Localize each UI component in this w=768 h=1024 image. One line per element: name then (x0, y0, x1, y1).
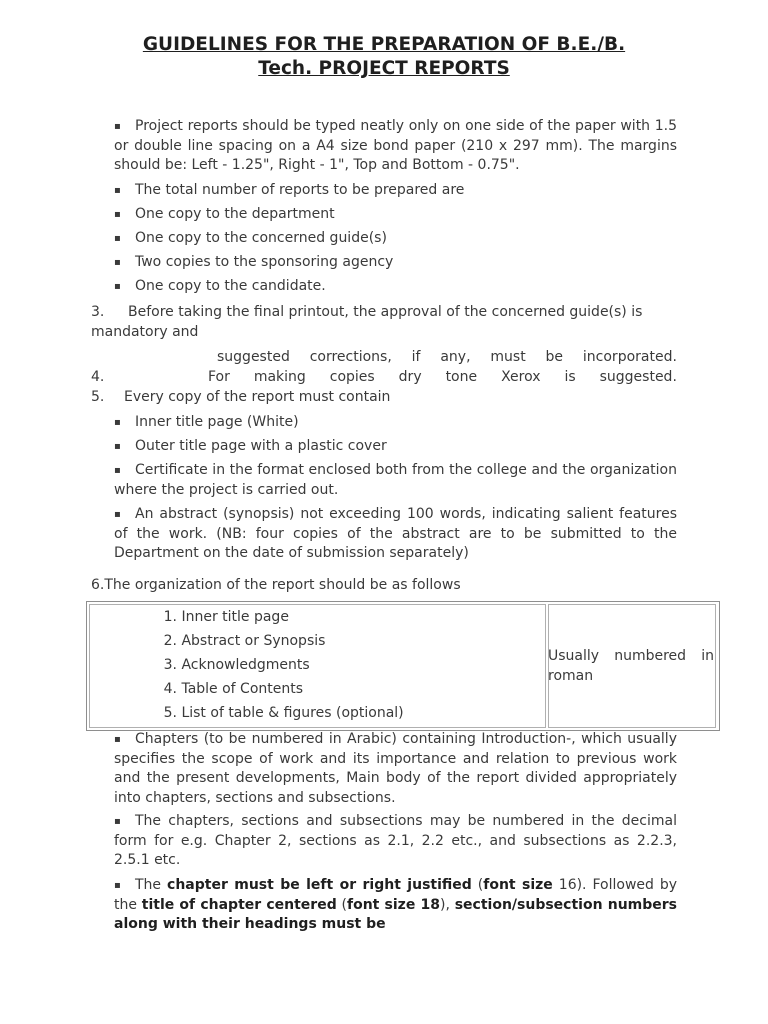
bullet-icon: ▪ (114, 441, 121, 452)
list-item: 5. List of table & figures (optional) (163, 705, 404, 721)
list-item: ▪ Inner title page (White) (114, 413, 677, 433)
item-5: 5. Every copy of the report must contain (91, 389, 391, 405)
bullet-icon: ▪ (114, 209, 121, 220)
bullet-icon: ▪ (114, 465, 121, 476)
list-item: 1. Inner title page (163, 609, 289, 625)
bullet-icon: ▪ (114, 233, 121, 244)
chapters-bullet: ▪ Chapters (to be numbered in Arabic) containing Introduction-, which usually specifies the scope of work and its importance and relation to previous work and the present developments, Main body of the report divided appropriately into chapters, sections and subsections. (114, 731, 677, 806)
page-title (90, 33, 678, 81)
title-line-2: Tech. PROJECT REPORTS (258, 58, 510, 79)
list-item: ▪ Two copies to the sponsoring agency (114, 253, 677, 273)
list-item: 2. Abstract or Synopsis (163, 633, 326, 649)
front-matter-list (150, 605, 404, 725)
list-item: ▪ One copy to the concerned guide(s) (114, 229, 677, 249)
bullet-icon: ▪ (114, 816, 121, 827)
title-line-1: GUIDELINES FOR THE PREPARATION OF B.E./B. (142, 34, 626, 55)
numbering-bullet: ▪ The chapters, sections and subsections may be numbered in the decimal form for e.g. Chapter 2, sections as 2.1, 2.2 etc., and subsections as 2.2.3, 2.5.1 etc. (114, 813, 677, 868)
list-item: ▪ One copy to the department (114, 205, 677, 225)
list-item: ▪ An abstract (synopsis) not exceeding 100 words, indicating salient features of the work. (NB: four copies of the abstract are to be submitted to the Department on the date of submission separately) (114, 506, 677, 561)
item-3: 3. Before taking the final printout, the approval of the concerned guide(s) is mandatory and (91, 304, 643, 340)
item-3-continuation: suggested corrections, if any, must be incorporated. (217, 349, 677, 365)
bullet-icon: ▪ (114, 281, 121, 292)
bullet-icon: ▪ (114, 257, 121, 268)
bullet-icon: ▪ (114, 880, 121, 891)
intro-bullet (114, 117, 677, 176)
bullet-icon: ▪ (114, 121, 121, 132)
bullet-icon: ▪ (114, 734, 121, 745)
item-4: For making copies dry tone Xerox is suggested. (208, 369, 677, 385)
item-6: 6.The organization of the report should be as follows (91, 577, 461, 593)
list-item: ▪ Outer title page with a plastic cover (114, 437, 677, 457)
format-bullet: ▪ The chapter must be left or right justified (font size 16). Followed by the title of chapter centered (font size 18), section/subsection numbers along with their headings must be (114, 877, 678, 932)
list-item: ▪ The total number of reports to be prepared are (114, 181, 677, 201)
list-item: 3. Acknowledgments (163, 657, 310, 673)
bullet-icon: ▪ (114, 417, 121, 428)
list-item: 4. Table of Contents (163, 681, 304, 697)
roman-numbering-note: Usually numbered in roman (548, 648, 714, 684)
bullet-icon: ▪ (114, 509, 121, 520)
list-item: ▪ One copy to the candidate. (114, 277, 677, 297)
intro-bullet-text: Project reports should be typed neatly only on one side of the paper with 1.5 or double line spacing on a A4 size bond paper (210 x 297 mm). The margins should be: Left - 1.25", Right - 1", Top and Bottom - 0.75". (114, 118, 677, 173)
item-4-number: 4. (91, 369, 105, 385)
list-item: ▪ Certificate in the format enclosed both from the college and the organization where the project is carried out. (114, 462, 677, 498)
bullet-icon: ▪ (114, 185, 121, 196)
